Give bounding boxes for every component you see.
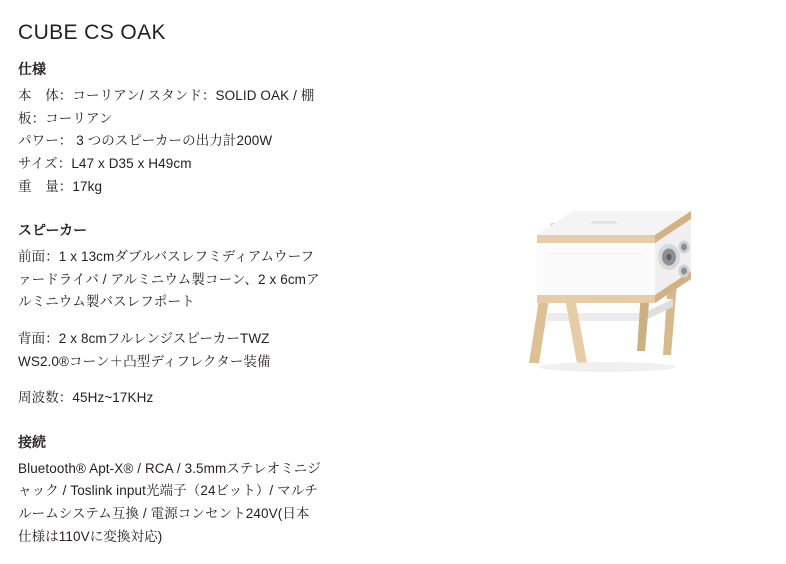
speaker-line: ルミニウム製バスレフポート (18, 294, 195, 310)
spec-line: 本 体：コーリアン/ スタンド：SOLID OAK / 棚 (18, 87, 315, 103)
cube-cs-oak-speaker-icon (495, 195, 745, 395)
spec-line: 板：コーリアン (18, 110, 113, 126)
section-heading-speaker: スピーカー (18, 222, 88, 239)
section-heading-spec: 仕様 (18, 61, 46, 78)
spec-line: パワー： 3 つのスピーカーの出力計200W (18, 133, 273, 149)
section-body-speaker (18, 246, 398, 410)
connection-paragraph (18, 458, 398, 549)
section-heading-connection: 接続 (18, 433, 46, 450)
section-speaker (18, 220, 398, 410)
section-body-connection (18, 458, 398, 549)
speaker-paragraph-rear (18, 328, 398, 373)
speaker-paragraph-front (18, 246, 398, 314)
section-spec (18, 59, 398, 198)
connection-line: ルームシステム互換 / 電源コンセント240V(日本 (18, 505, 310, 521)
connection-line: 仕様は110Vに変換対応) (18, 528, 163, 544)
section-body-spec (18, 85, 398, 198)
speaker-line: 周波数：45Hz~17KHz (18, 390, 154, 406)
speaker-line: WS2.0®コーン＋凸型ディフレクター装備 (18, 353, 271, 369)
speaker-line: 前面：1 x 13cmダブルバスレフミディアムウーフ (18, 248, 315, 264)
connection-line: ャック / Toslink input光端子（24ビット）/ マルチ (18, 483, 318, 499)
page-title: CUBE CS OAK (18, 21, 166, 44)
spec-line: 重 量：17kg (18, 178, 103, 194)
connection-line: Bluetooth® Apt-X® / RCA / 3.5mmステレオミニジ (18, 460, 321, 476)
speaker-paragraph-frequency (18, 387, 398, 410)
specification-column (18, 20, 398, 564)
section-connection (18, 432, 398, 548)
spec-line: サイズ：L47 x D35 x H49cm (18, 155, 192, 171)
product-photo (495, 195, 745, 395)
speaker-line: ァードライバ / アルミニウム製コーン、2 x 6cmア (18, 271, 320, 287)
speaker-line: 背面：2 x 8cmフルレンジスピーカーTWZ (18, 330, 270, 346)
